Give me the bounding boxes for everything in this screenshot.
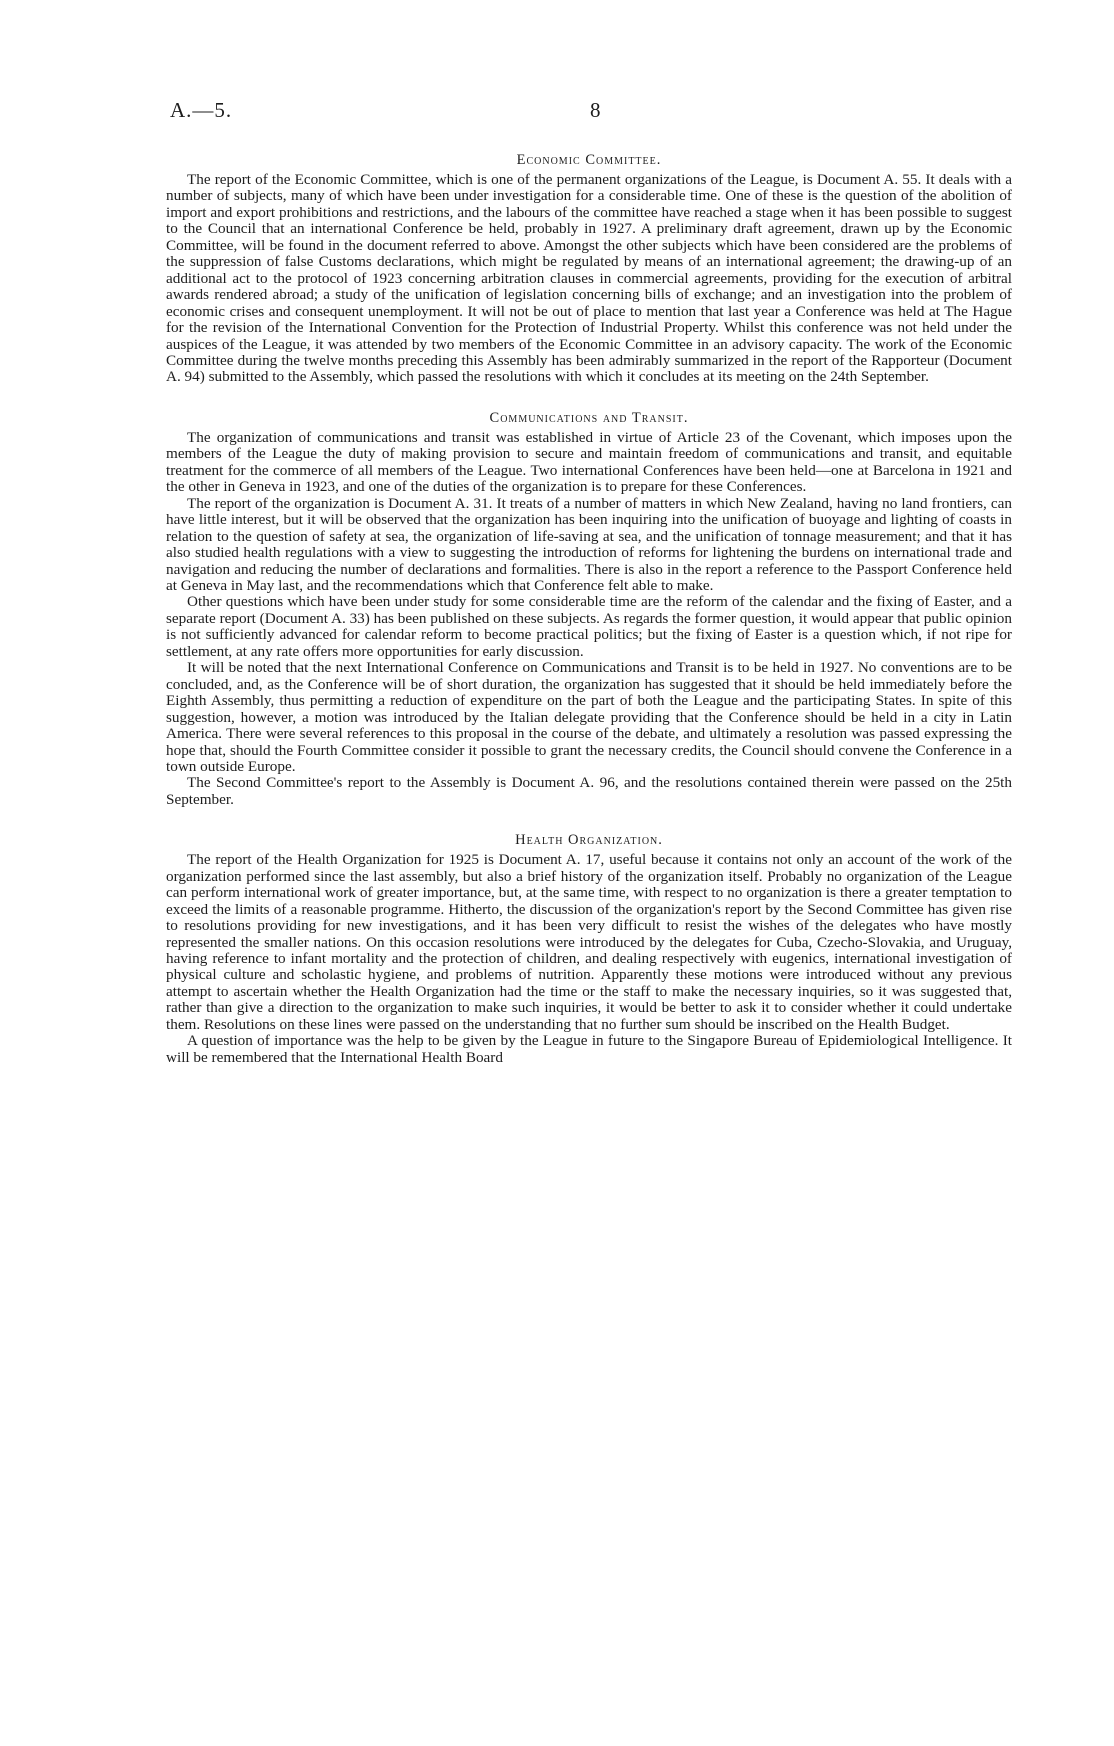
page-header: [170, 98, 1010, 128]
section-communications-and-transit: [166, 408, 1012, 808]
paragraph: The Second Committee's report to the Assembly is Document A. 96, and the resolutions contained therein were passed on the 25th September.: [166, 774, 1012, 808]
paragraph: The organization of communications and transit was established in virtue of Article 23 of the Covenant, which imposes upon the members of the League the duty of making provision to secure and maintain freedom of communications and transit, and equitable treatment for the commerce of all members of the League. Two international Conferences have been held—one at Barcelona in 1921 and the other in Geneva in 1923, and one of the duties of the organization is to prepare for these Conferences.: [166, 428, 1012, 496]
paragraph: The report of the organization is Document A. 31. It treats of a number of matters in which New Zealand, having no land frontiers, can have little interest, but it will be observed that the organization has been inquiring into the unification of buoyage and lighting of coasts in relation to the question of safety at sea, the organization of life-saving at sea, and the unification of tonnage measurement; and that it has also studied health regulations with a view to suggesting the introduction of reforms for lightening the burdens on international trade and navigation and reducing the number of declarations and formalities. There is also in the report a reference to the Passport Conference held at Geneva in May last, and the recommendations which that Conference felt able to make.: [166, 494, 1012, 594]
page-body: [166, 150, 1012, 1088]
section-heading: Health Organization.: [515, 832, 663, 849]
section-health-organization: [166, 830, 1012, 1066]
section-heading: Economic Committee.: [516, 152, 662, 168]
section-heading: Communications and Transit.: [489, 409, 689, 426]
document-reference: A.—5.: [170, 98, 233, 122]
paragraph: Other questions which have been under study for some considerable time are the reform of the calendar and the fixing of Easter, and a separate report (Document A. 33) has been published on these subjects. As regards the former question, it would appear that public opinion is not sufficiently advanced for calendar reform to become practical politics; but the fixing of Easter is a question which, if not ripe for settlement, at any rate offers more opportunities for early discussion.: [166, 593, 1012, 660]
paragraph: It will be noted that the next International Conference on Communications and Transit is to be held in 1927. No conventions are to be concluded, and, as the Conference will be of short duration, the organization has suggested that it should be held immediately before the Eighth Assembly, thus permitting a reduction of expenditure on the part of both the League and the participating States. In spite of this suggestion, however, a motion was introduced by the Italian delegate providing that the Conference should be held in a city in Latin America. There were several references to this proposal in the course of the debate, and ultimately a resolution was passed expressing the hope that, should the Fourth Committee consider it possible to grant the necessary credits, the Council should convene the Conference in a town outside Europe.: [166, 659, 1012, 775]
paragraph: The report of the Economic Committee, which is one of the permanent organizations of the League, is Document A. 55. It deals with a number of subjects, many of which have been under investigation for a considerable time. One of these is the question of the abolition of import and export prohibitions and restrictions, and the labours of the committee have reached a stage when it has been possible to suggest to the Council that an international Conference be held, probably in 1927. A preliminary draft agreement, drawn up by the Economic Committee, will be found in the document referred to above. Amongst the other subjects which have been considered are the problems of the suppression of false Customs declarations, which might be regulated by means of an international agreement; the drawing-up of an additional act to the protocol of 1923 concerning arbitration clauses in commercial agreements, providing for the execution of arbitral awards rendered abroad; a study of the unification of legislation concerning bills of exchange; and an investigation into the problem of economic crises and consequent unemployment. It will not be out of place to mention that last year a Conference was held at The Hague for the revision of the International Convention for the Protection of Industrial Property. Whilst this conference was not held under the auspices of the League, it was attended by two members of the Economic Committee in an advisory capacity. The work of the Economic Committee during the twelve months preceding this Assembly has been admirably summarized in the report of the Rapporteur (Document A. 94) submitted to the Assembly, which passed the resolutions with which it concludes at its meeting on the 24th September.: [166, 171, 1012, 386]
paragraph: The report of the Health Organization for 1925 is Document A. 17, useful because it contains not only an account of the work of the organization performed since the last assembly, but also a brief history of the organization itself. Probably no organization of the League can perform international work of greater importance, but, at the same time, with respect to no organization is there a greater temptation to exceed the limits of a reasonable programme. Hitherto, the discussion of the organization's report by the Second Committee has given rise to resolutions providing for new investigations, and it has been very difficult to resist the wishes of the delegates who have mostly represented the smaller nations. On this occasion resolutions were introduced by the delegates for Cuba, Czecho-Slovakia, and Uruguay, having reference to infant mortality and the protection of children, and dealing respectively with eugenics, international investigation of physical culture and scholastic hygiene, and problems of nutrition. Apparently these motions were introduced without any previous attempt to ascertain whether the Health Organization had the time or the staff to make the necessary inquiries, so it was suggested that, rather than give a direction to the organization to make such inquiries, it would be better to ask it to consider whether it could undertake them. Resolutions on these lines were passed on the understanding that no further sum should be inscribed on the Health Budget.: [166, 851, 1012, 1033]
section-economic-committee: [166, 150, 1012, 386]
page-number: 8: [590, 98, 601, 122]
paragraph: A question of importance was the help to be given by the League in future to the Singapore Bureau of Epidemiological Intelligence. It will be remembered that the International Health Board: [166, 1032, 1012, 1066]
